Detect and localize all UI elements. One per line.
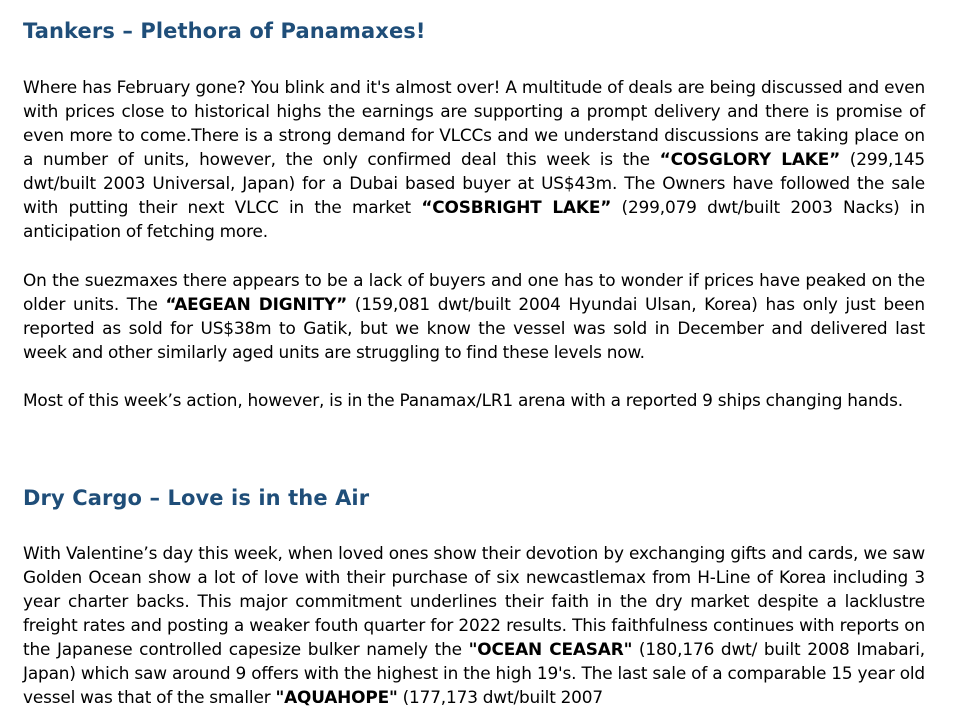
text-run: (180,176 dwt/ built 2008 Imabari, Japan) which saw around 9 offers with the highest in the high 19's. The last sale of a comparable 15 year old vessel was that of the smaller <box>23 639 925 707</box>
dry-cargo-paragraph-1 <box>23 541 925 709</box>
text-run: (299,079 dwt/built 2003 Nacks) in anticipation of fetching more. <box>23 197 926 241</box>
vessel-name: "AQUAHOPE" <box>275 687 398 707</box>
tankers-paragraph-2 <box>23 268 925 364</box>
text-run: Where has February gone? You blink and it's almost over! A multitude of deals are being discussed and even with prices close to historical highs the earnings are supporting a prompt delivery and there is promise of even more to come.There is a strong demand for VLCCs and we understand discussions are taking place on a number of units, however, the only confirmed deal this week is the <box>23 77 925 169</box>
text-run: On the suezmaxes there appears to be a lack of buyers and one has to wonder if prices have peaked on the older units. The <box>23 270 925 314</box>
text-run: (159,081 dwt/built 2004 Hyundai Ulsan, Korea) has only just been reported as sold for US$38m to Gatik, but we know the vessel was sold in December and delivered last week and other similarly aged units are struggling to find these levels now. <box>23 294 925 362</box>
text-run: With Valentine’s day this week, when loved ones show their devotion by exchanging gifts and cards, we saw Golden Ocean show a lot of love with their purchase of six newcastlemax from H-Line of Korea including 3 year charter backs. This major commitment underlines their faith in the dry market despite a lacklustre freight rates and posting a weaker fouth quarter for 2022 results. This faithfulness continues with reports on the Japanese controlled capesize bulker namely the <box>23 543 925 659</box>
text-run: (177,173 dwt/built 2007 <box>397 687 603 707</box>
dry-cargo-heading: Dry Cargo – Love is in the Air <box>23 486 370 510</box>
text-run: Most of this week’s action, however, is in the Panamax/LR1 arena with a reported 9 ships changing hands. <box>23 390 903 410</box>
vessel-name: “AEGEAN DIGNITY” <box>165 294 348 314</box>
tankers-paragraph-3 <box>23 388 925 412</box>
tankers-paragraph-1 <box>23 75 925 243</box>
tankers-heading: Tankers – Plethora of Panamaxes! <box>23 19 426 43</box>
vessel-name: “COSGLORY LAKE” <box>659 149 841 169</box>
vessel-name: "OCEAN CEASAR" <box>468 639 633 659</box>
text-run: (299,145 dwt/built 2003 Universal, Japan) for a Dubai based buyer at US$43m. The Owners have followed the sale with putting their next VLCC in the market <box>23 149 926 217</box>
vessel-name: “COSBRIGHT LAKE” <box>421 197 612 217</box>
